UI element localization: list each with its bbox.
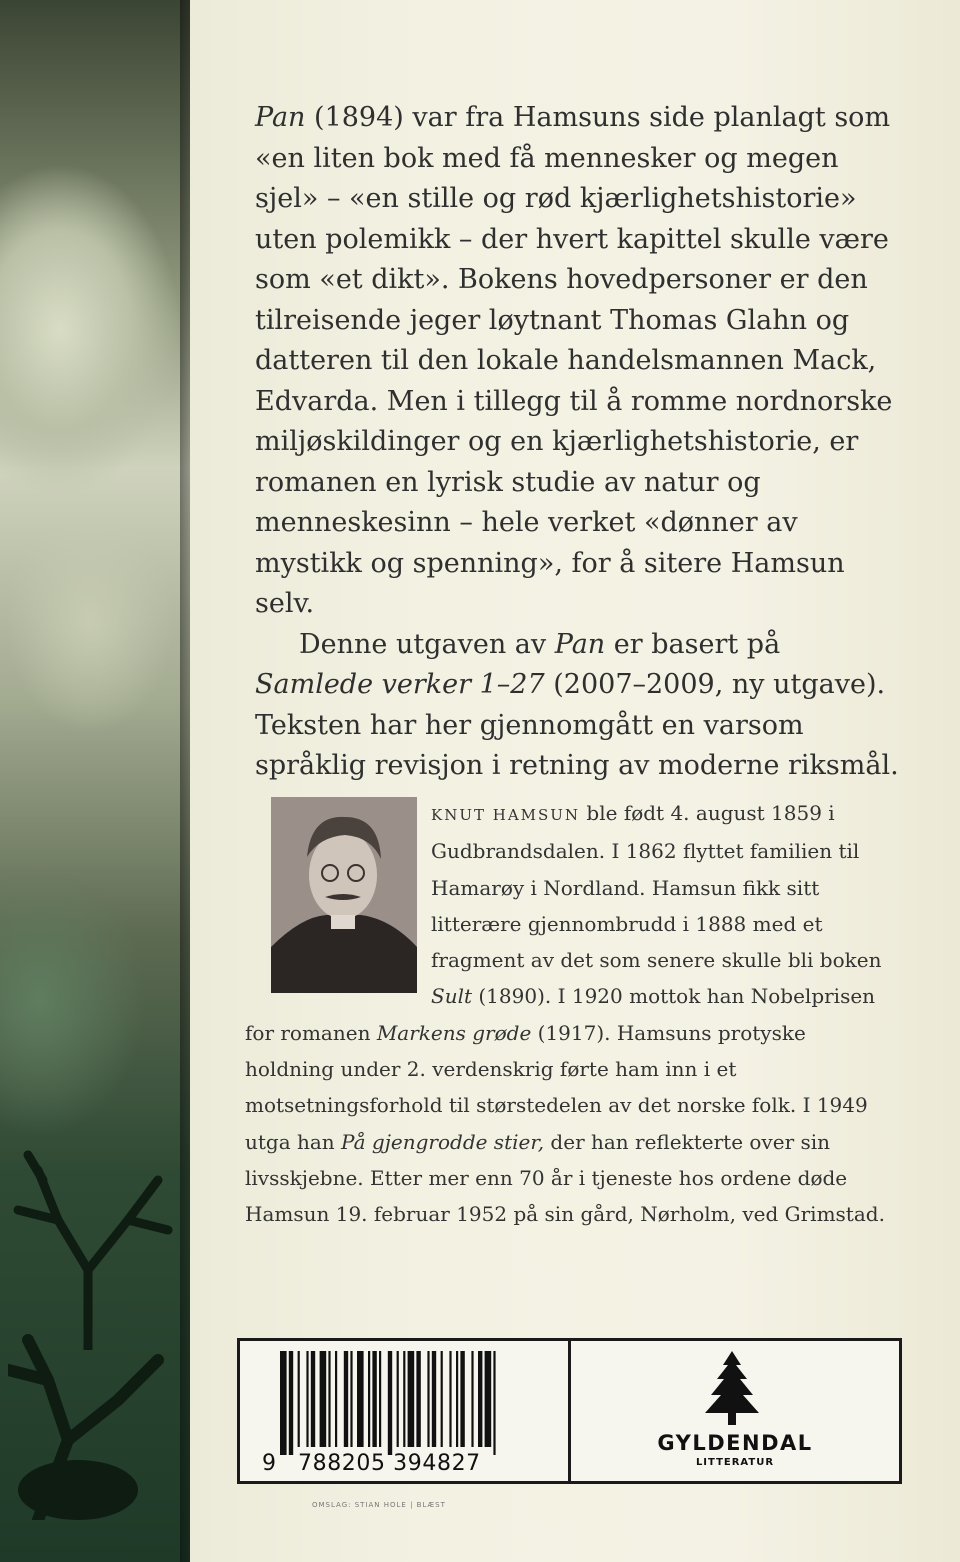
isbn-digits: 788205 394827: [298, 1451, 481, 1476]
barcode-bar: [441, 1351, 443, 1447]
reindeer-silhouette-icon: [8, 1320, 178, 1520]
portrait-spacer: [245, 795, 431, 1005]
blurb-text-b: er basert på: [605, 628, 781, 660]
barcode-bar: [456, 1351, 458, 1447]
barcode-bar: [432, 1351, 436, 1447]
barcode-box: [237, 1338, 902, 1484]
barcode-bar: [388, 1351, 392, 1455]
barcode-bar: [460, 1351, 464, 1447]
blurb-paragraph-2: [255, 625, 905, 787]
bio-text-1: ble født 4. august 1859 i Gudbrandsdalen. I 1862 flyttet familien til Hamarøy i Nordland. Hamsun fikk sitt litterære gjennombrudd i 1888 med et fragment av det som senere skulle bli boken: [431, 801, 882, 973]
bio-text-3: (1917). Hamsuns protyske holdning under 2. verdenskrig førte ham inn i et motsetningsforhold til størstedelen av det norske folk. I 1949 utga han: [245, 1020, 868, 1154]
barcode-bar: [471, 1351, 473, 1447]
publisher-imprint: LITTERATUR: [695, 1457, 775, 1468]
publisher-name: GYLDENDAL: [657, 1431, 813, 1455]
blurb-text-a: Denne utgaven av: [299, 628, 555, 660]
barcode-bar: [357, 1351, 364, 1447]
blurb-title: Pan: [255, 102, 306, 133]
barcode-bar: [379, 1351, 381, 1447]
bio-book-1: Sult: [431, 984, 473, 1009]
barcode-bar: [397, 1351, 399, 1447]
barcode-bar: [408, 1351, 415, 1447]
bio-text-2: (1890). I 1920 mottok han Nobelprisen for romanen: [245, 984, 876, 1045]
barcode-bar: [280, 1351, 287, 1455]
isbn-number: [260, 1451, 560, 1479]
publisher-logo: [571, 1341, 899, 1481]
barcode-bar: [289, 1351, 293, 1455]
barcode-bar: [328, 1351, 330, 1447]
barcode-icon: [280, 1351, 550, 1455]
barcode-bar: [449, 1351, 451, 1447]
barcode-bar: [311, 1351, 315, 1447]
barcode-bar: [298, 1351, 300, 1447]
barcode-bar: [478, 1351, 482, 1447]
barcode-bar: [368, 1351, 370, 1447]
barcode-bar: [335, 1351, 337, 1447]
book-blurb: [255, 98, 905, 787]
author-bio: [245, 795, 895, 1233]
blurb-paragraph-1: [255, 98, 905, 625]
barcode-bar: [306, 1351, 308, 1447]
barcode-bar: [350, 1351, 352, 1447]
blurb-text-c: (2007–2009, ny utgave). Teksten har her gjennomgått en varsom språklig revisjon i retning av moderne riksmål.: [255, 669, 899, 781]
bio-book-3: På gjengrodde stier,: [341, 1129, 545, 1154]
barcode-bar: [344, 1351, 348, 1447]
blurb-title-2: Pan: [554, 628, 606, 660]
blurb-series: Samlede verker 1–27: [255, 669, 545, 700]
bio-text-4: der han reflekterte over sin livsskjebne. Etter mer enn 70 år i tjeneste hos ordene døde Hamsun 19. februar 1952 på sin gård, Nørholm, ved Grimstad.: [245, 1129, 885, 1227]
bio-book-2: Markens grøde: [376, 1020, 532, 1045]
barcode-bar: [416, 1351, 420, 1447]
barcode-bar: [485, 1351, 492, 1447]
barcode-bar: [320, 1351, 327, 1447]
cover-credit: OMSLAG: STIAN HOLE | BLÆST: [312, 1501, 446, 1509]
author-name: KNUT HAMSUN: [431, 806, 581, 824]
isbn-barcode: [240, 1341, 571, 1481]
tree-logo-icon: [703, 1351, 761, 1425]
isbn-lead-digit: 9: [262, 1451, 276, 1476]
barcode-bar: [493, 1351, 495, 1455]
barcode-bar: [403, 1351, 405, 1447]
barcode-bar: [372, 1351, 376, 1447]
blurb-text: (1894) var fra Hamsuns side planlagt som «en liten bok med få mennesker og megen sjel» – «en stille og rød kjærlighetshistorie» uten polemikk – der hvert kapittel skulle være som «et dikt». Bokens hovedpersoner er den tilreisende jeger løytnant Thomas Glahn og datteren til den lokale handelsmannen Mack, Edvarda. Men i tillegg til å romme nordnorske miljøskildinger og en kjærlighetshistorie, er romanen en lyrisk studie av natur og menneskesinn – hele verket «dønner av mystikk og spenning», for å sitere Hamsun selv.: [255, 102, 893, 619]
barcode-bar: [427, 1351, 429, 1447]
